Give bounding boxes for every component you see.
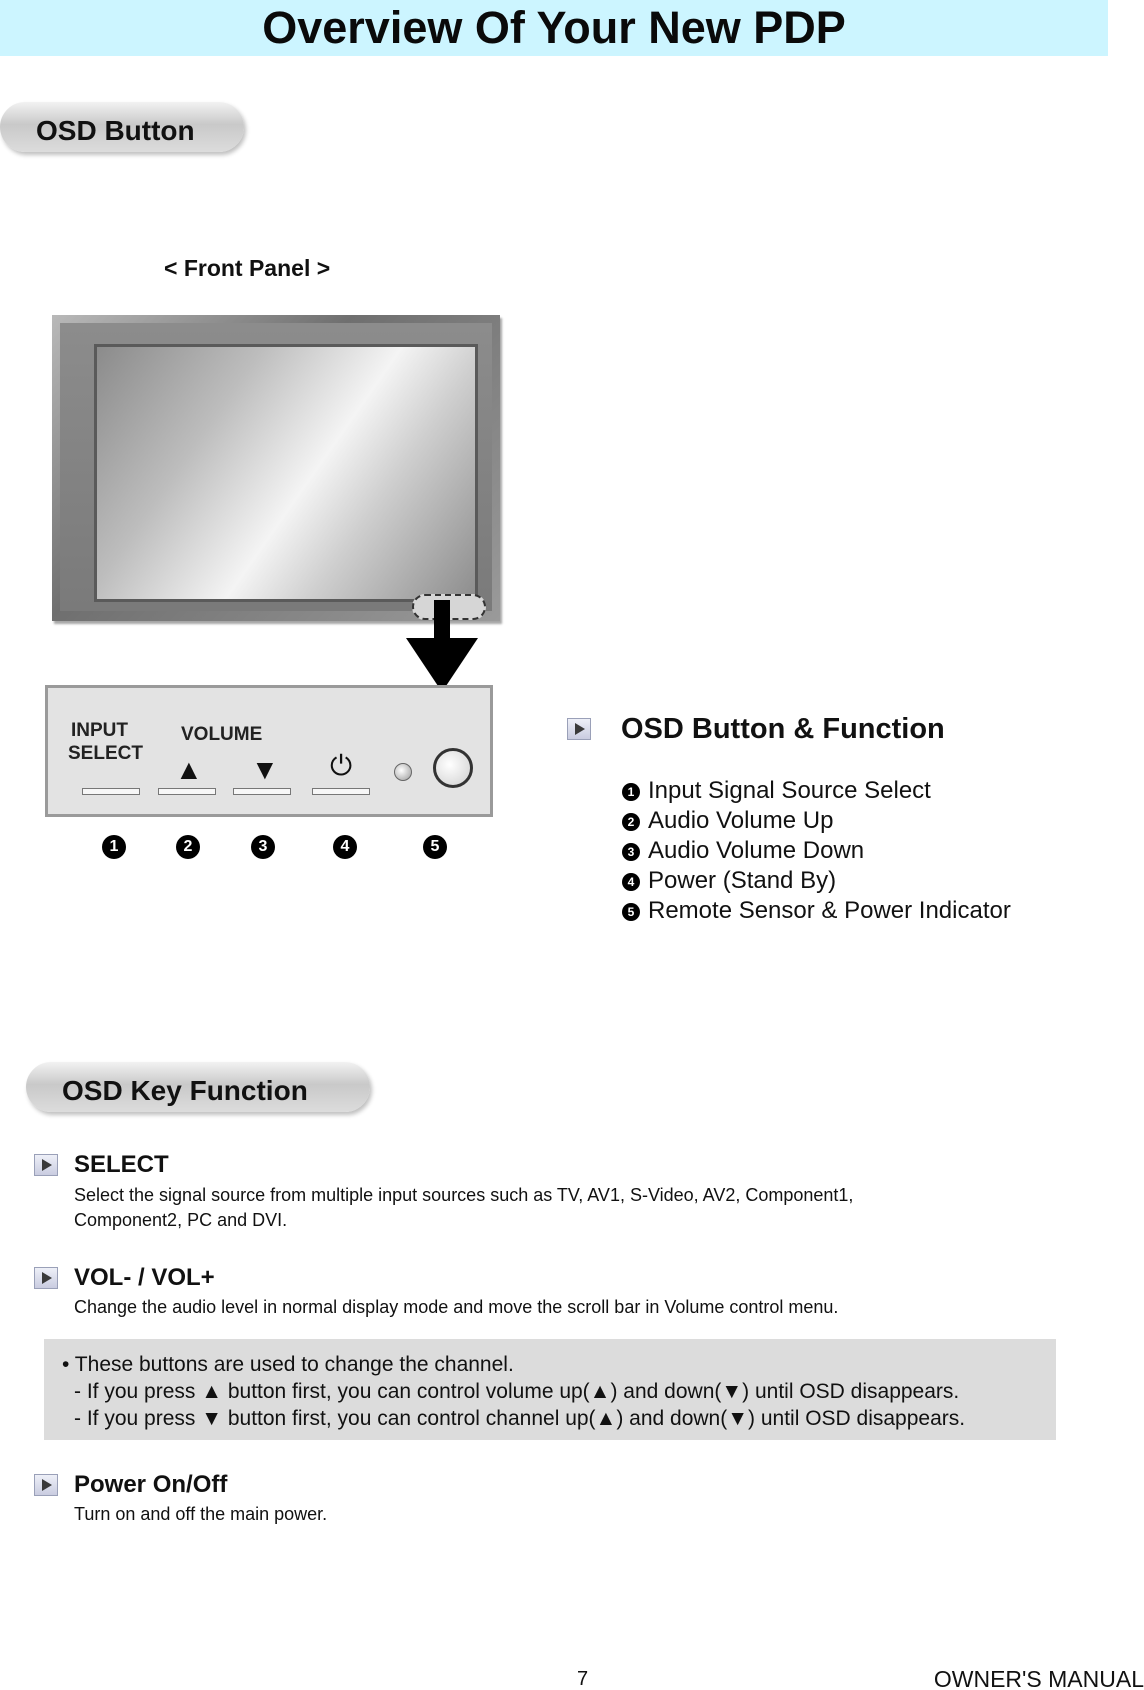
select-title: SELECT bbox=[74, 1151, 169, 1178]
front-panel-label: < Front Panel > bbox=[164, 255, 331, 281]
function-item bbox=[622, 836, 1011, 866]
callout-number: 2 bbox=[176, 835, 200, 859]
select-desc-line2: Component2, PC and DVI. bbox=[74, 1210, 288, 1230]
volume-title: VOL- / VOL+ bbox=[74, 1264, 215, 1291]
power-button[interactable] bbox=[312, 788, 370, 795]
page-title: Overview Of Your New PDP bbox=[262, 2, 846, 53]
tv-screen bbox=[94, 344, 478, 602]
select-desc-line1: Select the signal source from multiple input sources such as TV, AV1, S-Video, AV2, Component1, bbox=[74, 1185, 854, 1205]
power-indicator-led bbox=[394, 763, 412, 781]
function-item bbox=[622, 896, 1011, 926]
function-number: 2 bbox=[622, 813, 640, 831]
function-item bbox=[622, 806, 1011, 836]
function-label: Audio Volume Down bbox=[648, 837, 865, 864]
control-panel-closeup bbox=[45, 685, 493, 817]
footer-label: OWNER'S MANUAL bbox=[933, 1666, 1144, 1690]
page-number: 7 bbox=[577, 1668, 589, 1690]
remote-sensor bbox=[433, 748, 473, 788]
bullet-arrow-icon bbox=[34, 1474, 58, 1496]
power-icon: ⏻ bbox=[330, 750, 353, 781]
osd-function-list bbox=[622, 776, 1011, 926]
osd-function-title: OSD Button & Function bbox=[621, 713, 945, 745]
pdp-front-illustration bbox=[52, 315, 500, 621]
input-label-line1: INPUT bbox=[71, 720, 128, 741]
tv-bezel bbox=[60, 323, 492, 611]
volume-desc: Change the audio level in normal display mode and move the scroll bar in Volume control menu. bbox=[74, 1297, 839, 1317]
power-title: Power On/Off bbox=[74, 1471, 228, 1498]
bullet-arrow-icon bbox=[34, 1267, 58, 1289]
note-line: - If you press ▼ button first, you can control channel up(▲) and down(▼) until OSD disappears. bbox=[74, 1407, 966, 1430]
function-number: 4 bbox=[622, 873, 640, 891]
callout-number: 4 bbox=[333, 835, 357, 859]
function-number: 5 bbox=[622, 903, 640, 921]
volume-label: VOLUME bbox=[181, 724, 263, 745]
osd-key-heading: OSD Key Function bbox=[62, 1075, 308, 1106]
function-label: Power (Stand By) bbox=[648, 867, 837, 894]
callout-number: 3 bbox=[251, 835, 275, 859]
callout-number: 5 bbox=[423, 835, 447, 859]
function-number: 1 bbox=[622, 783, 640, 801]
volume-up-button[interactable] bbox=[158, 788, 216, 795]
down-arrow-icon bbox=[406, 638, 478, 692]
power-desc: Turn on and off the main power. bbox=[74, 1504, 328, 1524]
bullet-arrow-icon bbox=[567, 718, 591, 740]
input-label-line2: SELECT bbox=[68, 743, 143, 764]
callout-number: 1 bbox=[102, 835, 126, 859]
bullet-arrow-icon bbox=[34, 1154, 58, 1176]
function-item bbox=[622, 866, 1011, 896]
function-number: 3 bbox=[622, 843, 640, 861]
function-label: Remote Sensor & Power Indicator bbox=[648, 897, 1011, 924]
function-label: Audio Volume Up bbox=[648, 807, 834, 834]
volume-up-icon: ▲ bbox=[175, 754, 203, 785]
function-label: Input Signal Source Select bbox=[648, 777, 931, 804]
osd-button-heading: OSD Button bbox=[36, 115, 195, 146]
channel-note-box bbox=[44, 1339, 1056, 1440]
note-line: - If you press ▲ button first, you can control volume up(▲) and down(▼) until OSD disappears. bbox=[74, 1380, 960, 1403]
note-line: • These buttons are used to change the channel. bbox=[62, 1353, 514, 1376]
down-arrow-icon-shaft bbox=[434, 600, 450, 640]
function-item bbox=[622, 776, 1011, 806]
volume-down-button[interactable] bbox=[233, 788, 291, 795]
volume-down-icon: ▼ bbox=[251, 754, 279, 785]
input-select-button[interactable] bbox=[82, 788, 140, 795]
